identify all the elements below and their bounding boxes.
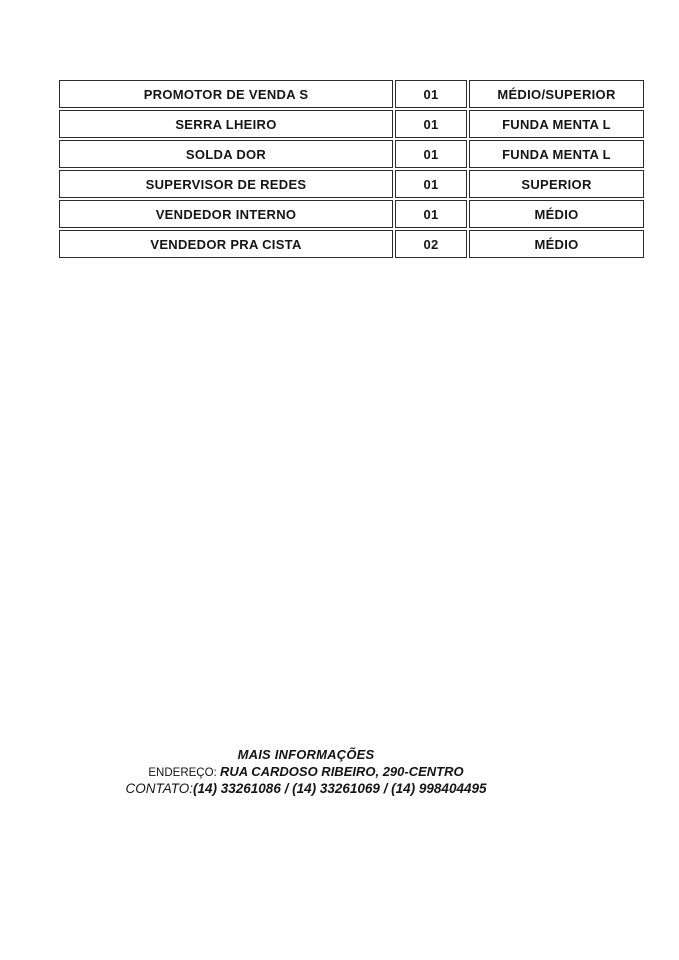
- cell-education: FUNDA MENTA L: [469, 140, 644, 168]
- table-row: [59, 140, 644, 168]
- cell-position: VENDEDOR INTERNO: [59, 200, 393, 228]
- cell-position: PROMOTOR DE VENDA S: [59, 80, 393, 108]
- cell-openings: 01: [395, 110, 467, 138]
- cell-position: SUPERVISOR DE REDES: [59, 170, 393, 198]
- cell-education: FUNDA MENTA L: [469, 110, 644, 138]
- cell-openings: 01: [395, 80, 467, 108]
- address-label: ENDEREÇO:: [148, 766, 220, 779]
- contact-value: (14) 33261086 / (14) 33261069 / (14) 998404495: [193, 781, 487, 796]
- footer-title: MAIS INFORMAÇÕES: [237, 747, 375, 762]
- table-row: [59, 170, 644, 198]
- cell-education: SUPERIOR: [469, 170, 644, 198]
- address-value: RUA CARDOSO RIBEIRO, 290-CENTRO: [219, 763, 464, 779]
- cell-openings: 01: [395, 200, 467, 228]
- job-table-body: [59, 80, 644, 258]
- cell-education: MÉDIO: [469, 200, 644, 228]
- contact-label: CONTATO:: [125, 781, 193, 796]
- address-line: [0, 764, 612, 782]
- cell-openings: 02: [395, 230, 467, 258]
- cell-education: MÉDIO: [469, 230, 644, 258]
- cell-openings: 01: [395, 140, 467, 168]
- cell-position: SOLDA DOR: [59, 140, 393, 168]
- contact-line: [0, 781, 612, 798]
- table-row: [59, 80, 644, 108]
- job-vacancies-table: [57, 78, 646, 260]
- job-vacancies-table-container: [57, 78, 646, 260]
- footer-contact-block: [0, 747, 612, 798]
- cell-openings: 01: [395, 170, 467, 198]
- table-row: [59, 200, 644, 228]
- cell-position: SERRA LHEIRO: [59, 110, 393, 138]
- cell-position: VENDEDOR PRA CISTA: [59, 230, 393, 258]
- table-row: [59, 230, 644, 258]
- cell-education: MÉDIO/SUPERIOR: [469, 80, 644, 108]
- table-row: [59, 110, 644, 138]
